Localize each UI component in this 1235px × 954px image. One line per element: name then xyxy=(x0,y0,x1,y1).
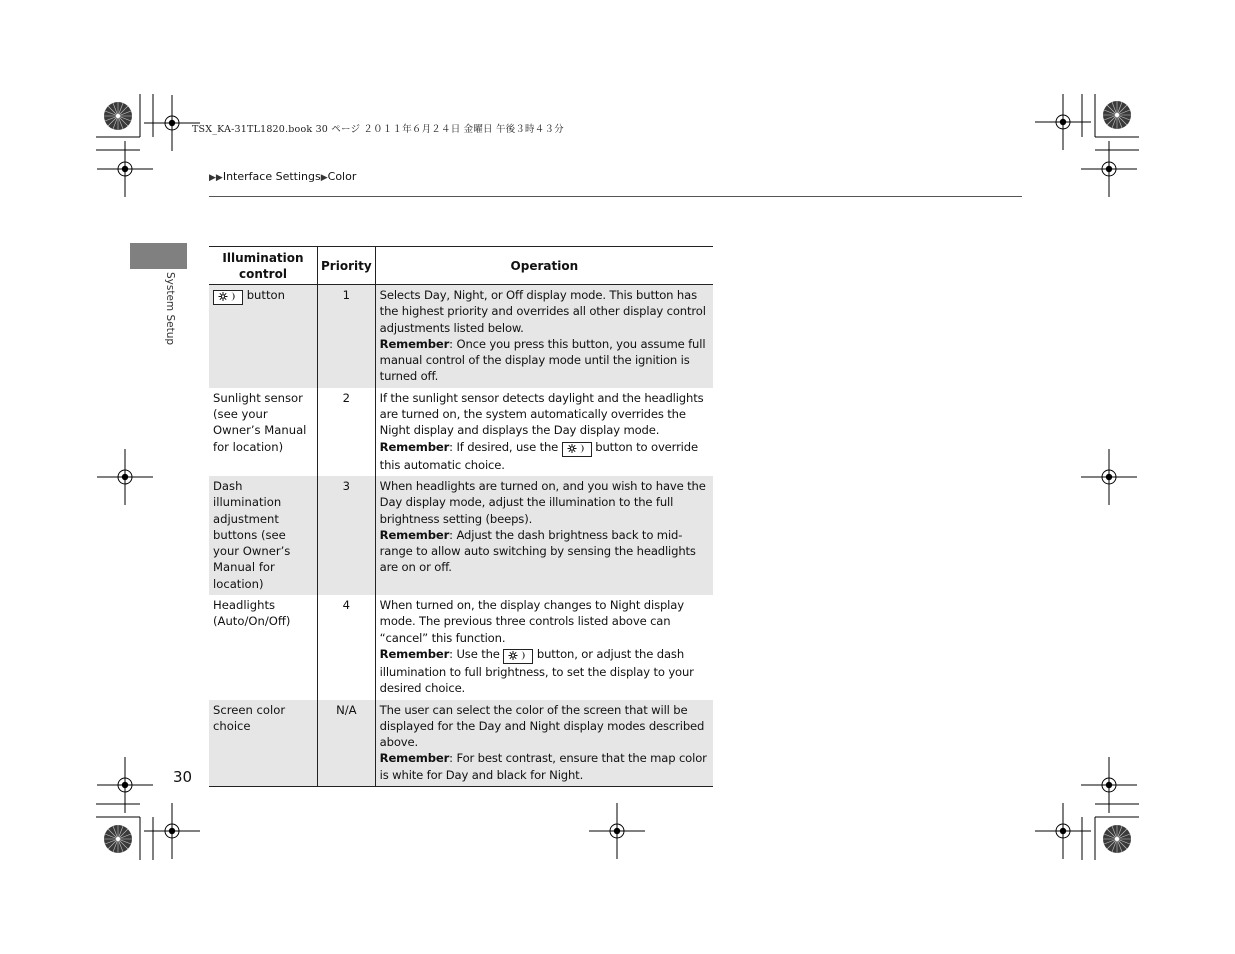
remember-label: Remember xyxy=(379,336,450,351)
control-cell: Screen color choice xyxy=(209,700,318,787)
priority-cell: N/A xyxy=(318,700,376,787)
breadcrumb xyxy=(209,170,356,183)
control-cell: Dash illumination adjustment buttons (see your Owner’s Manual for location) xyxy=(209,476,318,595)
breadcrumb-level2[interactable]: Color xyxy=(327,170,357,183)
operation-text: The user can select the color of the screen that will be displayed for the Day and Night display modes described above. xyxy=(379,702,705,750)
breadcrumb-level1[interactable]: Interface Settings xyxy=(222,170,321,183)
operation-cell xyxy=(375,476,713,595)
operation-cell xyxy=(375,388,713,476)
remember-text: : For best contrast, ensure that the map color is white for Day and black for Night. xyxy=(379,751,707,782)
operation-text: When headlights are turned on, and you wish to have the Day display mode, adjust the illumination to the full brightness setting (beeps). xyxy=(379,478,706,526)
operation-cell xyxy=(375,595,713,699)
header-operation: Operation xyxy=(375,247,713,285)
priority-cell: 4 xyxy=(318,595,376,699)
day-night-button-icon xyxy=(503,649,533,664)
section-tab xyxy=(130,243,187,269)
operation-text: If the sunlight sensor detects daylight and the headlights are turned on, the system automatically overrides the Night display and displays the Day display mode. xyxy=(379,390,704,438)
table-row xyxy=(209,476,713,595)
header-rule xyxy=(209,196,1022,197)
day-night-button-icon xyxy=(213,290,243,305)
priority-cell: 1 xyxy=(318,285,376,388)
priority-cell: 2 xyxy=(318,388,376,476)
print-header: TSX_KA-31TL1820.book 30 ページ ２０１１年６月２４日 金曜日 午後３時４３分 xyxy=(192,124,564,135)
section-label: System Setup xyxy=(164,272,176,346)
table-row xyxy=(209,285,713,388)
operation-text: When turned on, the display changes to Night display mode. The previous three controls listed above can “cancel” this function. xyxy=(379,598,684,645)
remember-text: : Once you press this button, you assume full manual control of the display mode until the ignition is turned off. xyxy=(379,336,706,384)
control-cell xyxy=(209,285,318,388)
illumination-table xyxy=(209,246,713,787)
table-header-row xyxy=(209,247,713,285)
triangle-right-icon: ▶ xyxy=(320,173,328,183)
priority-cell: 3 xyxy=(318,476,376,595)
remember-label: Remember xyxy=(379,646,450,661)
page-number: 30 xyxy=(173,768,193,786)
operation-cell xyxy=(375,285,713,388)
remember-text-cont: button, or adjust the dash illumination to full brightness, to set the display to your desired choice. xyxy=(379,646,694,696)
control-cell: Headlights (Auto/On/Off) xyxy=(209,595,318,699)
table-row xyxy=(209,595,713,699)
remember-text-cont: button to override this automatic choice. xyxy=(379,439,698,472)
remember-label: Remember xyxy=(379,439,450,454)
remember-text: : Use the xyxy=(449,646,500,661)
control-cell: Sunlight sensor (see your Owner’s Manual for location) xyxy=(209,388,318,476)
remember-label: Remember xyxy=(379,527,450,542)
header-control: Illumination control xyxy=(209,247,318,285)
table-row xyxy=(209,388,713,476)
header-priority: Priority xyxy=(318,247,376,285)
day-night-button-icon xyxy=(562,442,592,457)
remember-text: : Adjust the dash brightness back to mid-range to allow auto switching by sensing the headlights are on or off. xyxy=(379,527,696,575)
table-row xyxy=(209,700,713,787)
triangle-right-icon: ▶▶ xyxy=(209,173,223,183)
control-label: button xyxy=(246,288,285,302)
remember-text: : If desired, use the xyxy=(449,439,559,454)
operation-cell xyxy=(375,700,713,787)
operation-text: Selects Day, Night, or Off display mode. This button has the highest priority and overrides all other display control adjustments listed below. xyxy=(379,288,706,335)
remember-label: Remember xyxy=(379,751,450,766)
